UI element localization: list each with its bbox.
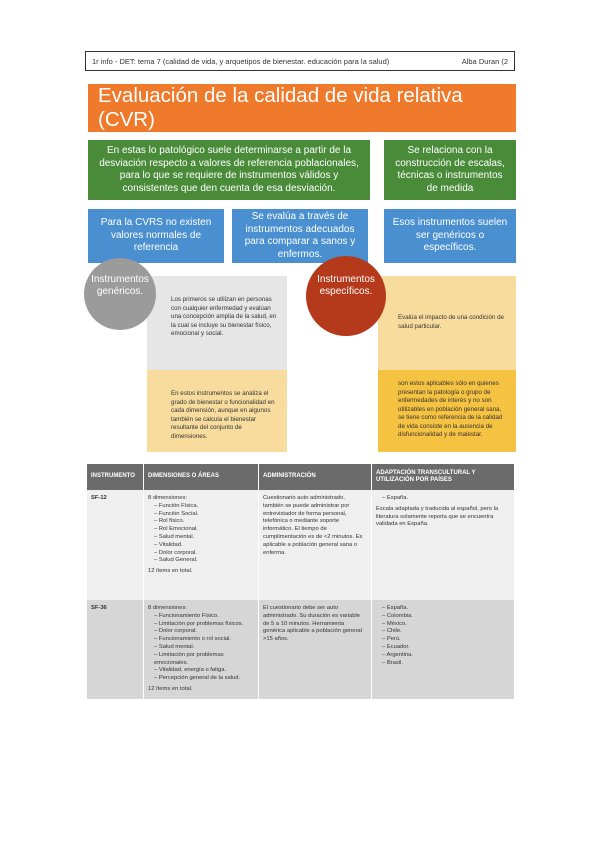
green-box-deviation: En estas lo patológico suele determinarse a partir de la desviación respecto a valores de referencia poblacionales, para lo que se requiere de instrumentos válidos y consistentes que den cuenta de esa desviación. — [88, 140, 370, 200]
list-item: – Función Física. — [154, 502, 199, 509]
list-item: – Colombia. — [382, 612, 413, 619]
adaptation-cell — [372, 490, 515, 600]
list-item: – Salud General. — [154, 557, 198, 564]
generic-panel-1: Los primeros se utilizan en personas con cualquier enfermedad y evalúan una concepción amplia de la salud, en la cual se incluye su bienestar físico, emocional y social. — [147, 276, 287, 370]
dimensions-cell — [144, 490, 259, 600]
list-item: – Vitalidad, energía o fatiga. — [154, 667, 227, 674]
generic-label: Instrumentos genéricos. — [91, 274, 149, 297]
items-total: 12 ítems en total. — [148, 685, 193, 692]
list-item: – Funcionamiento Físico. — [154, 612, 219, 619]
list-item: – Limitación por problemas emocionales. — [154, 651, 224, 666]
list-item: – Funcionamiento o rol social. — [154, 636, 232, 643]
instruments-table — [87, 464, 515, 699]
countries-list — [376, 495, 510, 503]
list-item: – México. — [382, 620, 407, 627]
page-header — [85, 51, 515, 71]
green-box-scales: Se relaciona con la construcción de escalas, técnicas o instrumentos de medida — [384, 140, 516, 200]
list-item: – Vitalidad. — [154, 541, 183, 548]
col-header-administration: ADMINISTRACIÓN — [259, 464, 372, 490]
list-item: – Percepción general de la salud. — [154, 675, 241, 682]
list-item: – Dolor corporal. — [154, 628, 197, 635]
list-item: – Dolor corporal. — [154, 549, 197, 556]
col-header-dimensions: DIMENSIONES O ÁREAS — [144, 464, 259, 490]
generic-panel-2: En estos instrumentos se analiza el grado de bienestar o funcionalidad en cada dimensión, aunque en algunos también se calcula el bienestar resultante del conjunto de dimensiones. — [147, 370, 287, 452]
dims-intro: 8 dimensiones: — [148, 605, 187, 611]
items-total: 12 ítems en total. — [148, 568, 193, 575]
col-header-adaptation: ADAPTACIÓN TRANSCULTURAL Y UTILIZACIÓN POR PAÍSES — [372, 464, 515, 490]
specific-panel-1: Evalúa el impacto de una condición de salud particular. — [378, 276, 516, 370]
specific-panel-2: son estos aplicables sólo en quienes presentan la patología o grupo de enfermedades de interés y no son utilizables en población general sana, se tiene como referencia de la calidad de vida consiste en la ausencia de disfuncionalidad y de malestar. — [378, 370, 516, 452]
list-item: – España. — [382, 605, 409, 611]
list-item: – España. — [382, 495, 409, 501]
list-item: – Función Social. — [154, 510, 199, 517]
list-item: – Rol Emocional. — [154, 526, 198, 533]
col-header-instrument: INSTRUMENTO — [87, 464, 144, 490]
dims-list — [148, 613, 254, 683]
list-item: – Limitación por problemas físicos. — [154, 620, 244, 627]
dims-intro: 8 dimensiones: — [148, 495, 187, 501]
header-course: 1r info - DET: tema 7 (calidad de vida, y arquetipos de bienestar. educación para la salud) — [92, 56, 390, 66]
blue-box-evaluation: Se evalúa a través de instrumentos adecuados para comparar a sanos y enfermos. — [232, 209, 368, 263]
blue-box-no-reference: Para la CVRS no existen valores normales de referencia — [88, 209, 224, 263]
list-item: – Salud mental. — [154, 533, 195, 540]
table-row — [87, 490, 515, 600]
list-item: – Salud mental. — [154, 643, 195, 650]
blue-box-instrument-types: Esos instrumentos suelen ser genéricos o específicos. — [384, 209, 516, 263]
list-item: – Brasil. — [382, 659, 403, 666]
administration-cell: Cuestionario auto administrado, también se puede administrar por entrevistador de forma personal, telefónica o mediante soporte informático. El tiempo de cumplimentación es de <2 minutos. Es aplicable a población general sana o enferma. — [259, 490, 372, 600]
dims-list — [148, 503, 254, 565]
table-header-row — [87, 464, 515, 490]
header-author: Alba Duran (2 — [461, 56, 508, 66]
table-row — [87, 600, 515, 699]
list-item: – Chile. — [382, 628, 402, 635]
page-title: Evaluación de la calidad de vida relativa (CVR) — [88, 84, 516, 132]
adaptation-cell — [372, 600, 515, 699]
instrument-name: SF-12 — [87, 490, 144, 600]
list-item: – Ecuador. — [382, 643, 410, 650]
instrument-name: SF-36 — [87, 600, 144, 699]
adaptation-note: Escala adaptada y traducida al español, pero la literatura solamente reporta que se encuentra validada en España. — [376, 505, 499, 528]
list-item: – Perú. — [382, 636, 401, 643]
countries-list — [376, 605, 510, 667]
list-item: – Argentina. — [382, 651, 413, 658]
administration-cell: El cuestionario debe ser auto administrado. Su duración es variable de 5 a 10 minutos. Herramienta genérica aplicable a población general >15 años. — [259, 600, 372, 699]
dimensions-cell — [144, 600, 259, 699]
specific-label: Instrumentos específicos. — [317, 274, 375, 297]
list-item: – Rol físico. — [154, 518, 185, 525]
